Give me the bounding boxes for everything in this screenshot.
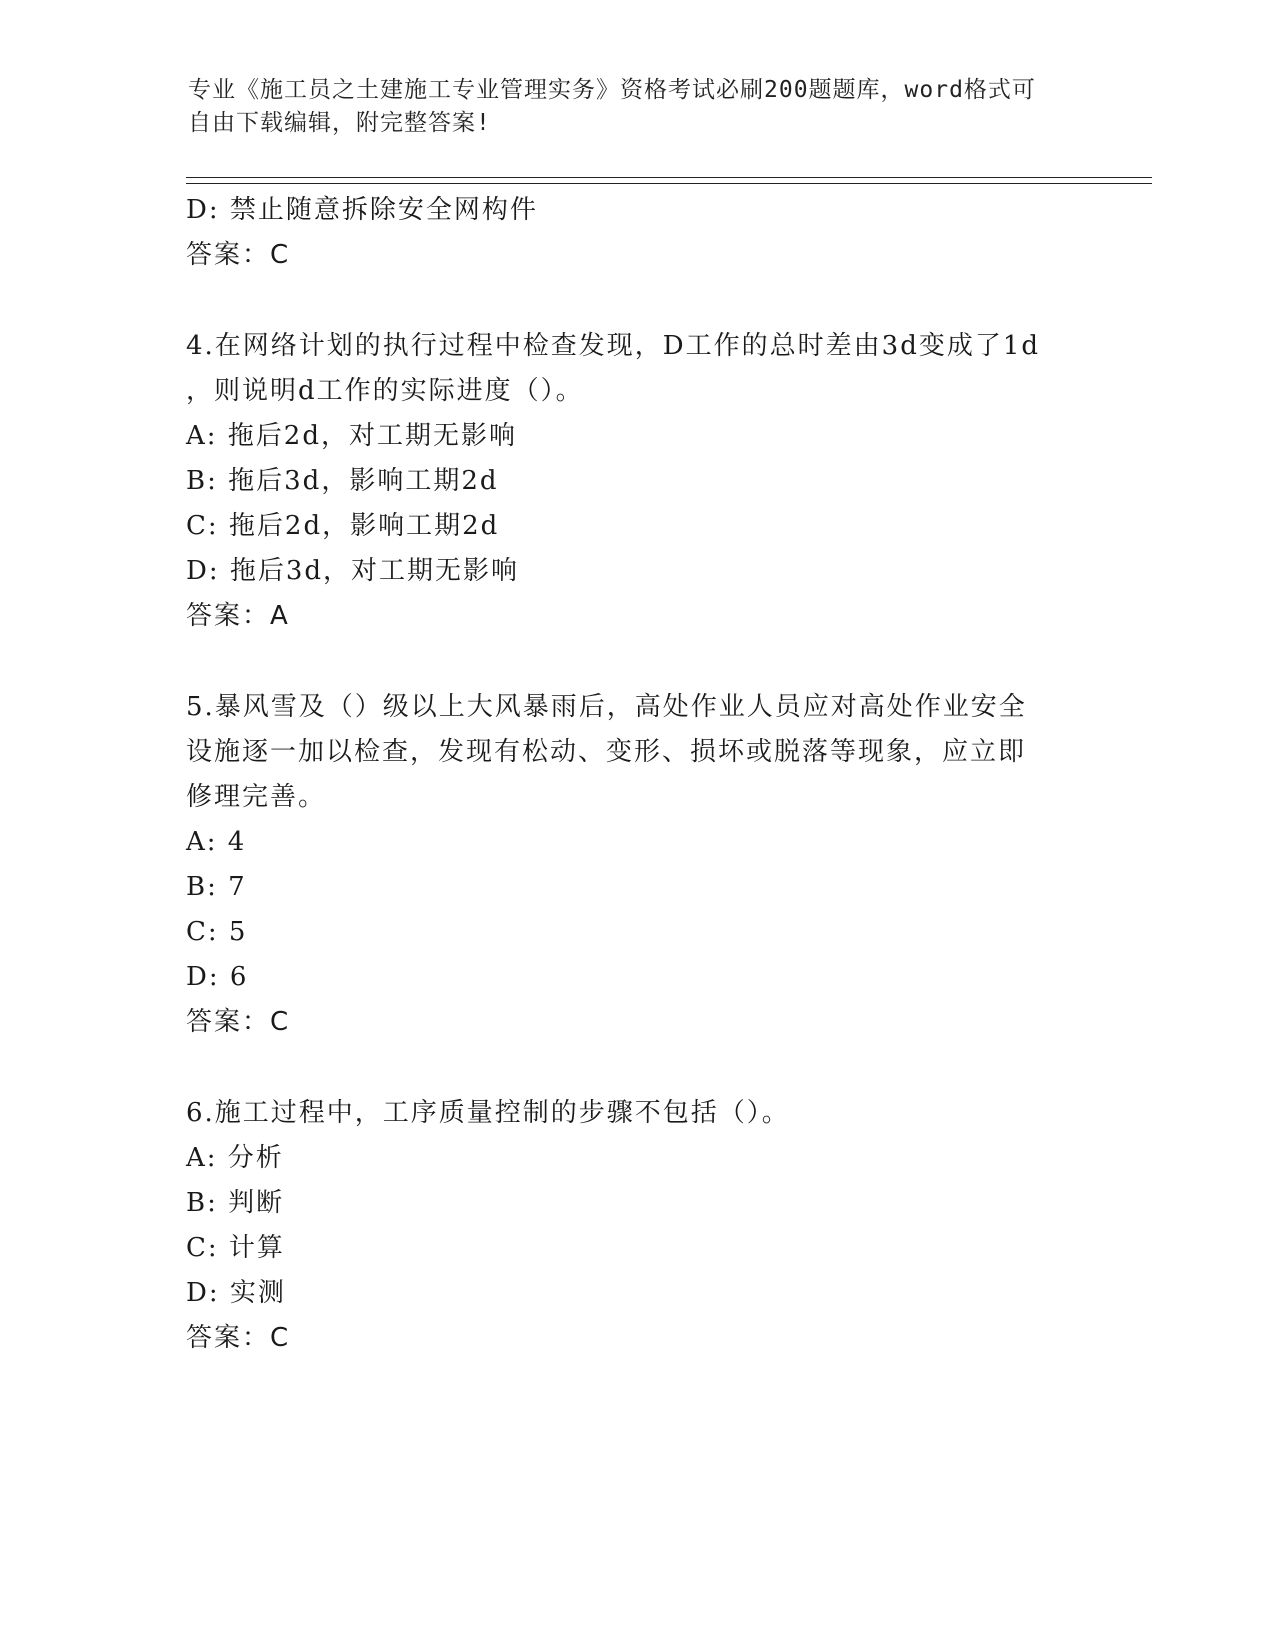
spacer [186, 278, 1086, 324]
question-stem-line: 6.施工过程中，工序质量控制的步骤不包括（）。 [186, 1098, 790, 1128]
question-stem-line: 4.在网络计划的执行过程中检查发现，D工作的总时差由3d变成了1d [186, 331, 1041, 361]
question-block [186, 685, 1086, 1045]
spacer [186, 639, 1086, 685]
option-d: D: 6 [186, 962, 249, 992]
option-b: B: 判断 [186, 1188, 285, 1218]
question-stem-line: ，则说明d工作的实际进度（）。 [186, 376, 584, 406]
option-d: D: 拖后3d，对工期无影响 [186, 556, 520, 586]
option-a: A: 4 [186, 827, 247, 857]
header-divider [186, 177, 1152, 184]
option-c: C: 5 [186, 917, 248, 947]
question-block [186, 324, 1086, 639]
option-c: C: 计算 [186, 1233, 285, 1263]
option-a: A: 分析 [186, 1143, 284, 1173]
question-stem-line: 设施逐一加以检查，发现有松动、变形、损坏或脱落等现象，应立即 [186, 737, 1027, 767]
answer-line: 答案：C [186, 1323, 291, 1353]
option-b: B: 拖后3d，影响工期2d [186, 466, 499, 496]
answer-line: 答案：C [186, 1007, 291, 1037]
option-b: B: 7 [186, 872, 247, 902]
question-block [186, 1091, 1086, 1361]
header-line-1: 专业《施工员之土建施工专业管理实务》资格考试必刷200题题库，word格式可 [188, 77, 1036, 103]
option-d: D: 实测 [186, 1278, 286, 1308]
option-d: D: 禁止随意拆除安全网构件 [186, 195, 538, 225]
question-stem-line: 修理完善。 [186, 782, 327, 812]
option-c: C: 拖后2d，影响工期2d [186, 511, 500, 541]
question-block [186, 188, 1086, 278]
header-line-2: 自由下载编辑，附完整答案! [188, 110, 491, 136]
answer-line: 答案：C [186, 240, 291, 270]
spacer [186, 1045, 1086, 1091]
question-stem-line: 5.暴风雪及（）级以上大风暴雨后，高处作业人员应对高处作业安全 [186, 692, 1027, 722]
answer-line: 答案：A [186, 601, 290, 631]
option-a: A: 拖后2d，对工期无影响 [186, 421, 517, 451]
question-list [186, 188, 1086, 1361]
document-header [188, 74, 1068, 140]
